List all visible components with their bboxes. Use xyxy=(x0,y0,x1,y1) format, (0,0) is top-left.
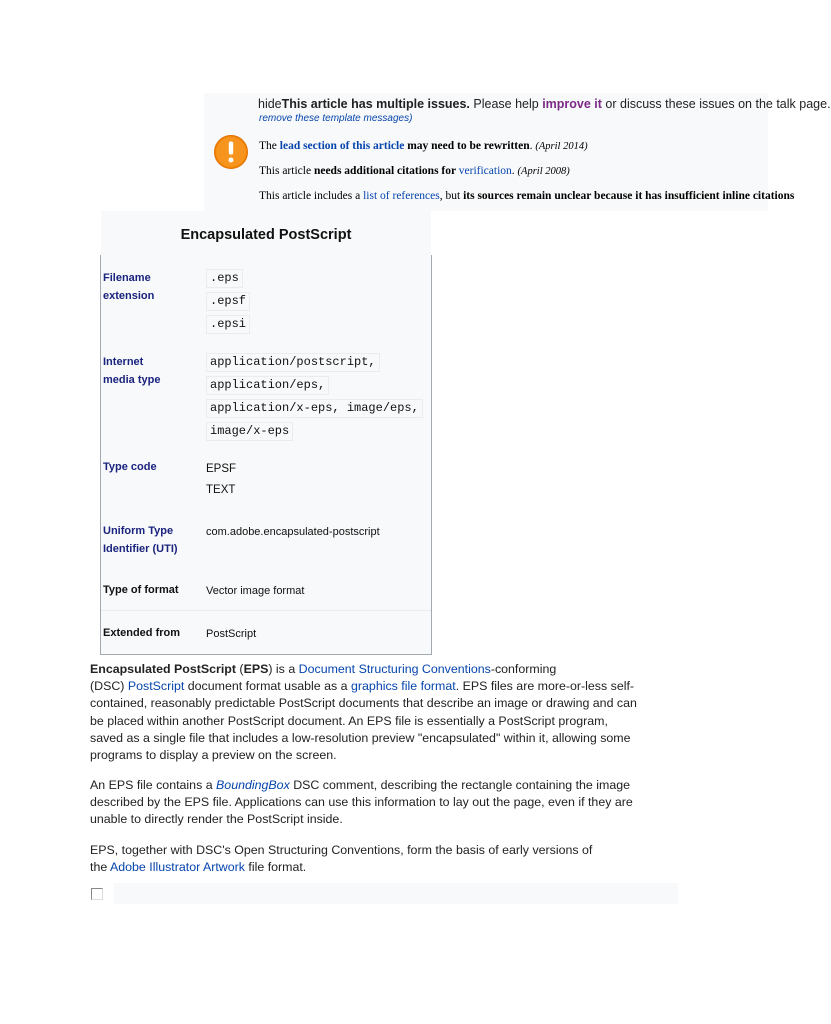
text-line: programs to display a preview on the screen. xyxy=(90,748,337,763)
graphics-file-format-link[interactable]: graphics file format xyxy=(351,679,456,694)
issue2-end: . xyxy=(511,165,518,177)
paragraph-intro xyxy=(90,661,690,764)
infobox xyxy=(100,255,432,655)
issues-or-discuss: or discuss these issues on the talk page. xyxy=(601,97,831,111)
type-of-format-value: Vector image format xyxy=(206,585,305,597)
infobox-values xyxy=(206,269,250,338)
issue1-bold: may need to be rewritten xyxy=(404,140,530,152)
extension-value: .eps xyxy=(206,269,243,288)
issue1-prefix: The xyxy=(259,140,280,152)
text-line: be placed within another PostScript document. An EPS file is essentially a PostScript program, xyxy=(90,713,608,728)
text: the xyxy=(90,860,110,875)
uti-value: com.adobe.encapsulated-postscript xyxy=(206,526,380,538)
extension-value: .epsf xyxy=(206,292,250,311)
remove-template-messages-link[interactable]: remove these template messages) xyxy=(259,113,413,124)
dsc-link[interactable]: Document Structuring Conventions xyxy=(298,662,491,676)
issue2-bold: needs additional citations for xyxy=(313,165,459,177)
text: . EPS files are more-or-less self- xyxy=(455,679,635,694)
term-bold: Encapsulated PostScript xyxy=(90,662,236,676)
text-line xyxy=(90,859,690,876)
warning-icon xyxy=(213,134,249,170)
label-line: Identifier (UTI) xyxy=(103,543,178,555)
issue3-prefix: This article includes a xyxy=(259,190,364,202)
infobox-label: Extended from xyxy=(103,627,181,639)
infobox-label: Type code xyxy=(103,461,157,473)
postscript-link[interactable]: PostScript xyxy=(206,628,257,640)
media-type-value: application/x-eps, image/eps, xyxy=(206,399,423,418)
text: (DSC) xyxy=(90,679,128,694)
improve-it-link[interactable]: improve it xyxy=(542,97,602,111)
infobox-title: Encapsulated PostScript xyxy=(101,211,431,255)
label-line: extension xyxy=(103,290,155,302)
issue2-prefix: This article xyxy=(259,165,314,177)
collapsed-navbox xyxy=(114,883,678,904)
issue-lead-section xyxy=(259,140,588,152)
text: An EPS file contains a xyxy=(90,778,217,792)
text-line: described by the EPS file. Applications can use this information to lay out the page, even if they are xyxy=(90,795,633,810)
label-line: Filename xyxy=(103,272,151,284)
issues-headline: This article has multiple issues. xyxy=(281,97,470,111)
infobox-values xyxy=(206,522,380,543)
issues-header xyxy=(258,97,831,111)
type-code-value: TEXT xyxy=(206,484,236,496)
lead-section-link[interactable]: lead section of this article xyxy=(279,140,405,152)
media-type-value: application/postscript, xyxy=(206,353,380,372)
text-line: saved as a single file that includes a low-resolution preview "encapsulated" within it, allowing some xyxy=(90,730,631,745)
infobox-values xyxy=(206,353,423,445)
text-line: EPS, together with DSC's Open Structuring Conventions, form the basis of early versions of xyxy=(90,843,593,857)
text: -conforming xyxy=(490,662,557,676)
infobox-values xyxy=(206,581,304,602)
type-code-value: EPSF xyxy=(206,463,237,475)
infobox-label: Type of format xyxy=(103,584,179,596)
postscript-body-link[interactable]: PostScript xyxy=(127,679,185,694)
infobox-divider xyxy=(101,610,431,611)
text-line xyxy=(90,678,690,695)
text: file format. xyxy=(244,860,307,875)
boundingbox-link[interactable]: BoundingBox xyxy=(216,778,290,792)
infobox-label xyxy=(103,269,154,305)
abbrev-bold: EPS xyxy=(243,662,269,676)
infobox-values xyxy=(206,459,236,501)
label-line: Uniform Type xyxy=(103,525,174,537)
list-of-references-link[interactable]: list of references xyxy=(363,190,440,202)
media-type-value: application/eps, xyxy=(206,376,329,395)
paragraph-boundingbox xyxy=(90,777,690,829)
issues-please-help: Please help xyxy=(469,97,543,111)
paragraph-illustrator xyxy=(90,842,690,876)
issue-inline-citations xyxy=(259,190,794,202)
label-line: Internet xyxy=(103,356,144,368)
media-type-value: image/x-eps xyxy=(206,422,293,441)
text: ( xyxy=(235,662,244,676)
text-line xyxy=(90,661,690,678)
text-line: contained, reasonably predictable PostScript documents that describe an image or drawing and can xyxy=(90,696,637,711)
infobox-values xyxy=(206,624,256,645)
checkbox-icon[interactable] xyxy=(91,888,103,900)
text-line xyxy=(90,777,690,794)
issue2-date: (April 2008) xyxy=(517,166,570,177)
infobox-label xyxy=(103,522,178,558)
text: DSC comment, describing the rectangle containing the image xyxy=(289,778,630,792)
issue1-date: (April 2014) xyxy=(535,141,588,152)
issue3-mid: , but xyxy=(439,190,464,202)
text-line: unable to directly render the PostScript inside. xyxy=(90,812,343,827)
multiple-issues-banner xyxy=(204,93,831,211)
infobox-label xyxy=(103,353,160,389)
verification-link[interactable]: verification xyxy=(458,165,512,177)
text: ) is a xyxy=(268,662,299,676)
issue3-bold: its sources remain unclear because it has insufficient inline citations xyxy=(463,190,795,202)
label-line: media type xyxy=(103,374,161,386)
adobe-illustrator-artwork-link[interactable]: Adobe Illustrator Artwork xyxy=(109,860,245,875)
extension-value: .epsi xyxy=(206,315,250,334)
issue1-end: . xyxy=(529,140,536,152)
issue-citations xyxy=(259,165,570,177)
text: document format usable as a xyxy=(184,679,352,694)
hide-toggle[interactable]: hide xyxy=(258,97,282,111)
